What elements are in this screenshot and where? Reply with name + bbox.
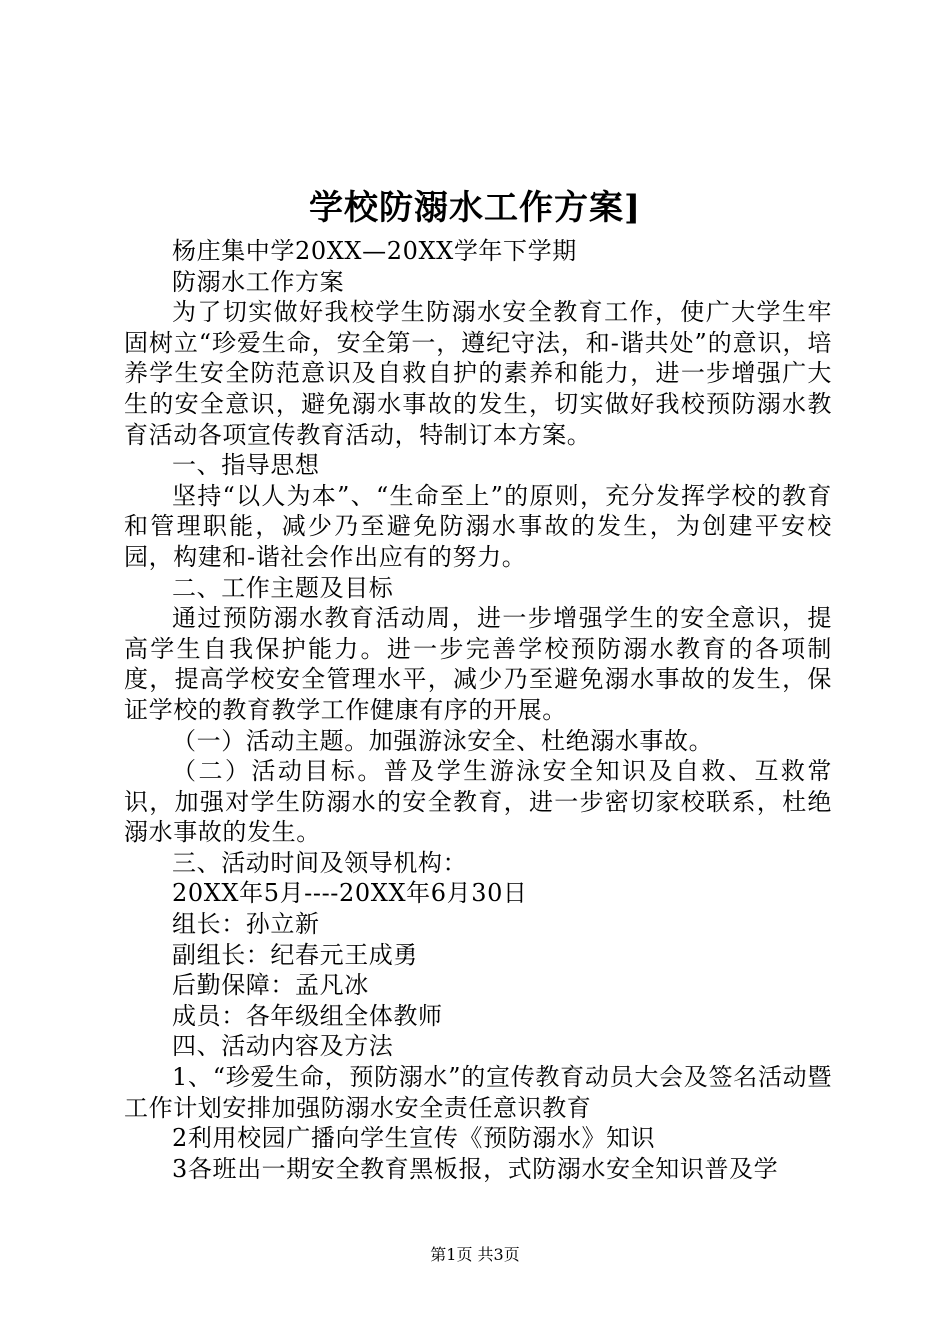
method-item-1: 1、“珍爱生命，预防溺水”的宣传教育动员大会及签名活动暨工作计划安排加强防溺水安全责任意识教育: [124, 1063, 832, 1122]
group-leader: 组长：孙立新: [172, 910, 320, 939]
activity-goal-paragraph: （二）活动目标。普及学生游泳安全知识及自救、互救常识，加强对学生防溺水的安全教育，进一步密切家校联系，杜绝溺水事故的发生。: [124, 757, 832, 847]
members: 成员：各年级组全体教师: [172, 1001, 443, 1030]
document-title: 学校防溺水工作方案]: [308, 188, 642, 228]
section-heading-2: 二、工作主题及目标: [172, 573, 394, 602]
school-term-line: 杨庄集中学20XX—20XX学年下学期: [172, 237, 577, 265]
page-footer: 第1页 共3页: [430, 1245, 520, 1264]
section-heading-1: 一、指导思想: [172, 451, 320, 480]
method-item-2: 2利用校园广播向学生宣传《预防溺水》知识: [172, 1124, 656, 1153]
section-1-paragraph: 坚持“以人为本”、“生命至上”的原则，充分发挥学校的教育和管理职能，减少乃至避免防溺水事故的发生，为创建平安校园，构建和-谐社会作出应有的努力。: [124, 481, 832, 571]
activity-dates: 20XX年5月----20XX年6月30日: [172, 879, 528, 908]
logistics: 后勤保障：孟凡冰: [172, 971, 369, 1000]
section-heading-4: 四、活动内容及方法: [172, 1032, 394, 1061]
plan-subtitle: 防溺水工作方案: [172, 267, 345, 296]
document-body: [124, 236, 832, 1184]
section-heading-3: 三、活动时间及领导机构：: [172, 848, 468, 877]
method-item-3: 3各班出一期安全教育黑板报，式防溺水安全知识普及学: [172, 1154, 779, 1183]
intro-paragraph: 为了切实做好我校学生防溺水安全教育工作，使广大学生牢固树立“珍爱生命，安全第一，遵纪守法，和-谐共处”的意识，培养学生安全防范意识及自救自护的素养和能力，进一步增强广大生的安全意识，避免溺水事故的发生，切实做好我校预防溺水教育活动各项宣传教育活动，特制订本方案。: [124, 298, 832, 449]
section-2-paragraph: 通过预防溺水教育活动周，进一步增强学生的安全意识，提高学生自我保护能力。进一步完善学校预防溺水教育的各项制度，提高学校安全管理水平，减少乃至避免溺水事故的发生，保证学校的教育教学工作健康有序的开展。: [124, 604, 832, 724]
deputy-leaders: 副组长：纪春元王成勇: [172, 940, 418, 969]
activity-theme-paragraph: （一）活动主题。加强游泳安全、杜绝溺水事故。: [172, 726, 714, 755]
